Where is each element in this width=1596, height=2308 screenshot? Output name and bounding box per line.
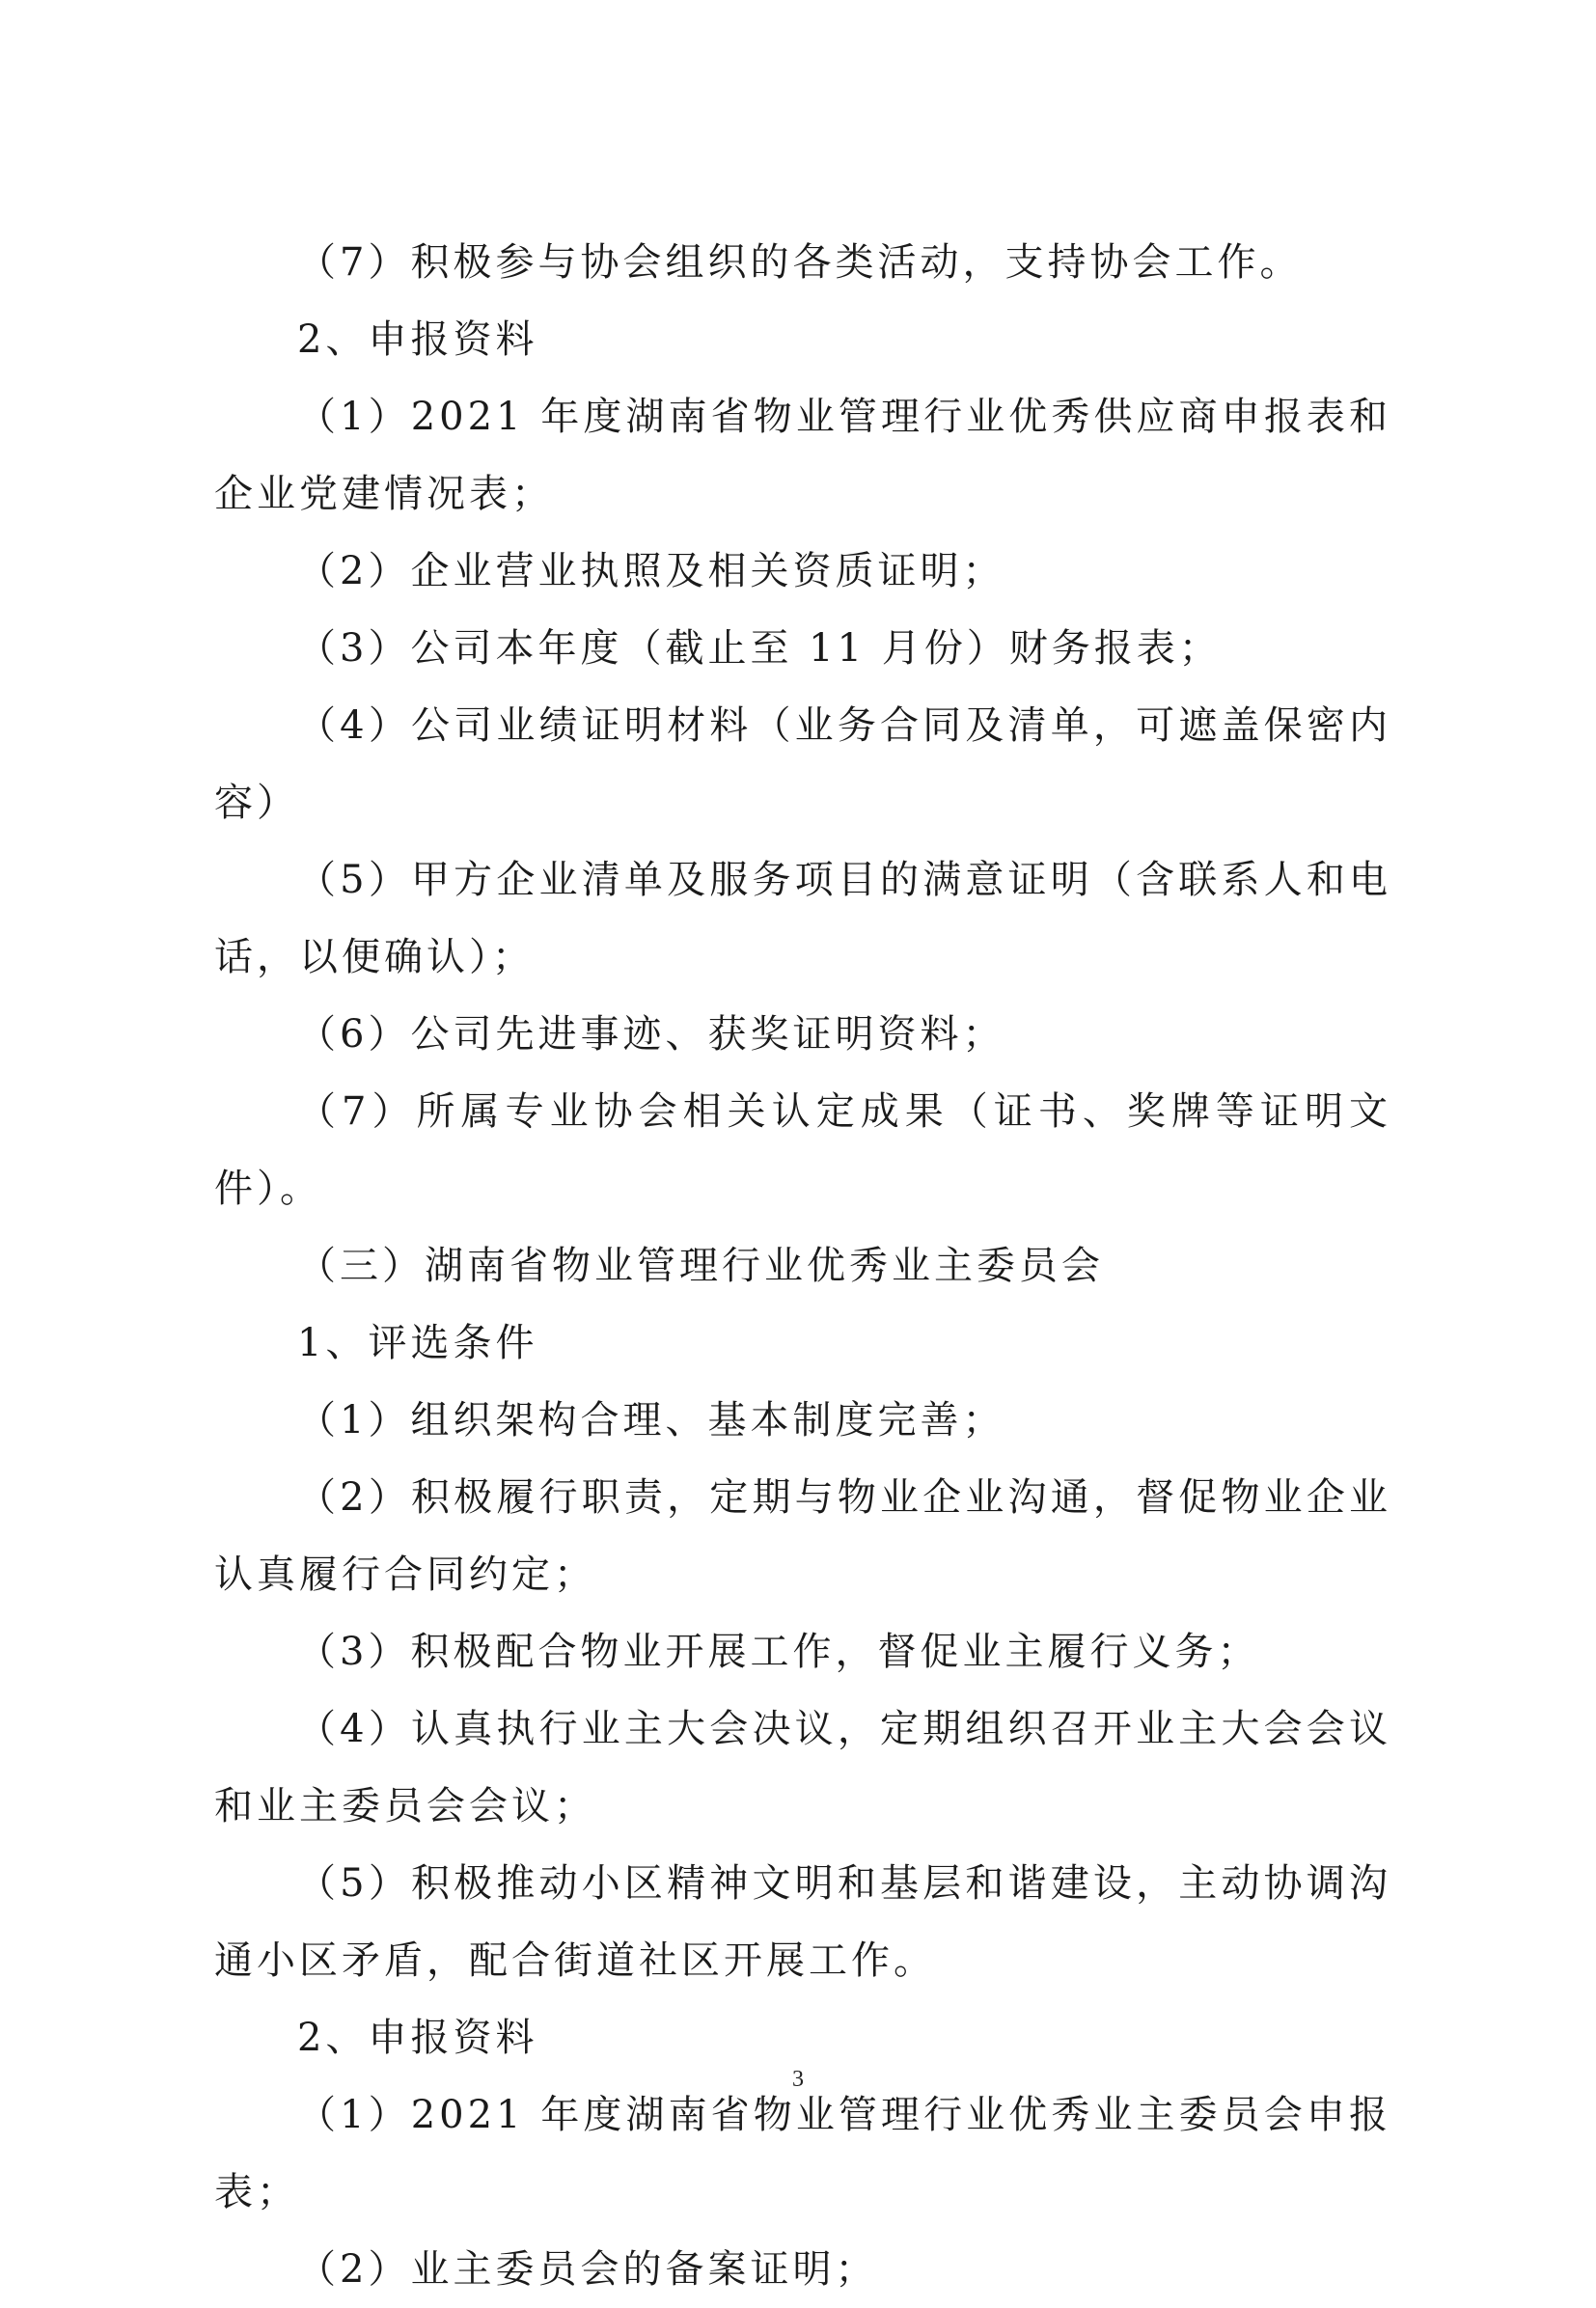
paragraph: （5）甲方企业清单及服务项目的满意证明（含联系人和电话，以便确认）； bbox=[214, 858, 1391, 979]
paragraph: （7）所属专业协会相关认定成果（证书、奖牌等证明文件）。 bbox=[214, 1089, 1391, 1211]
paragraph: （1）组织架构合理、基本制度完善； bbox=[297, 1398, 1005, 1442]
paragraph: （1）2021 年度湖南省物业管理行业优秀业主委员会申报表； bbox=[214, 2093, 1391, 2214]
paragraph: （6）公司先进事迹、获奖证明资料； bbox=[297, 1012, 1005, 1057]
paragraph: （3）公司本年度（截止至 11 月份）财务报表； bbox=[297, 626, 1222, 671]
paragraph: （3）积极配合物业开展工作，督促业主履行义务； bbox=[297, 1630, 1260, 1674]
paragraph: （2）企业营业执照及相关资质证明； bbox=[297, 549, 1005, 593]
page-number: 3 bbox=[792, 2067, 804, 2092]
paragraph: （4）公司业绩证明材料（业务合同及清单，可遮盖保密内容） bbox=[214, 703, 1391, 825]
paragraph: （1）2021 年度湖南省物业管理行业优秀供应商申报表和企业党建情况表； bbox=[214, 395, 1391, 516]
section-heading: （三）湖南省物业管理行业优秀业主委员会 bbox=[297, 1244, 1104, 1288]
paragraph: （4）认真执行业主大会决议，定期组织召开业主大会会议和业主委员会会议； bbox=[214, 1707, 1391, 1828]
paragraph: （2）业主委员会的备案证明； bbox=[297, 2247, 878, 2292]
paragraph: （2）积极履行职责，定期与物业企业沟通，督促物业企业认真履行合同约定； bbox=[214, 1475, 1391, 1597]
section-heading: 1、评选条件 bbox=[297, 1321, 538, 1365]
paragraph: （5）积极推动小区精神文明和基层和谐建设，主动协调沟通小区矛盾，配合街道社区开展工作。 bbox=[214, 1861, 1391, 1983]
document-body bbox=[214, 224, 1391, 2308]
paragraph: （7）积极参与协会组织的各类活动，支持协会工作。 bbox=[297, 240, 1303, 285]
section-heading: 2、申报资料 bbox=[297, 317, 538, 362]
section-heading: 2、申报资料 bbox=[297, 2016, 538, 2060]
